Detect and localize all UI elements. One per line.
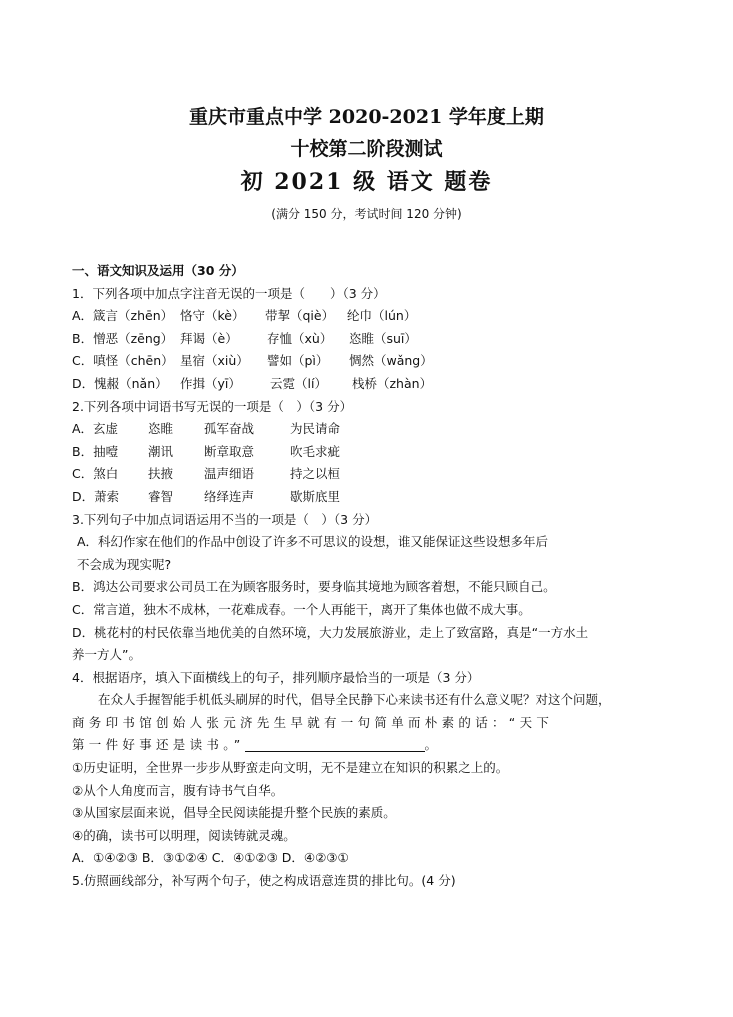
q4-passage-line1: 在众人手握智能手机低头刷屏的时代，倡导全民静下心来读书还有什么意义呢？对这个问题， — [98, 692, 611, 708]
option-item: 孤军奋战 — [204, 421, 255, 437]
option-item: 歇斯底里 — [290, 488, 341, 504]
option-item: 惆然（wǎng） — [349, 353, 433, 369]
q3-option-a: A．科幻作家在他们的作品中创设了许多不可思议的设想，谁又能保证这些设想多年后 — [77, 534, 549, 550]
q2-option-d — [72, 486, 662, 509]
q2-option-c — [72, 463, 662, 486]
option-item: 譬如（pì） — [267, 353, 329, 369]
option-item: 云霓（lí） — [270, 375, 327, 391]
q4-passage-text: 第一件好事还是读书。” — [72, 737, 245, 753]
option-item: 扶掖 — [148, 466, 174, 482]
q4-choices: A．①④②③ B．③①②④ C．④①②③ D．④②③① — [72, 850, 349, 866]
option-item: 断章取意 — [204, 443, 255, 459]
q1-option-c — [72, 350, 662, 373]
exam-score-note: (满分 150 分，考试时间 120 分钟) — [271, 207, 462, 221]
question-body — [72, 260, 662, 893]
option-item: 纶巾（lún） — [347, 308, 417, 324]
q1-option-a — [72, 305, 662, 328]
q2-option-b — [72, 441, 662, 464]
q1-option-b — [72, 328, 662, 351]
q3-option-a-cont: 不会成为现实呢? — [77, 556, 172, 572]
option-item: A．箴言（zhēn） — [72, 308, 174, 324]
option-item: 恣睢 — [148, 421, 174, 437]
q1-option-d — [72, 373, 662, 396]
option-item: 恪守（kè） — [180, 308, 245, 324]
q4-sentence-3: ③从国家层面来说，倡导全民阅读能提升整个民族的素质。 — [72, 805, 396, 821]
option-item: 存恤（xù） — [267, 330, 333, 346]
q4-sentence-4: ④的确，读书可以明理，阅读铸就灵魂。 — [72, 827, 296, 843]
option-item: 潮讯 — [148, 443, 174, 459]
q4-sentence-1: ①历史证明，全世界一步步从野蛮走向文明，无不是建立在知识的积累之上的。 — [72, 760, 509, 776]
q5-stem: 5.仿照画线部分，补写两个句子，使之构成语意连贯的排比句。(4 分) — [72, 873, 456, 889]
exam-school-title: 重庆市重点中学 2020-2021 学年度上期 — [189, 106, 544, 128]
option-item: 睿智 — [148, 488, 174, 504]
option-item: 温声细语 — [204, 466, 255, 482]
option-item: B．憎恶（zēng） — [72, 330, 174, 346]
q3-option-d-cont: 养一方人”。 — [72, 647, 141, 663]
option-item: 吹毛求疵 — [290, 443, 341, 459]
option-item: B．抽噎 — [72, 443, 119, 459]
option-item: 络绎连声 — [204, 488, 255, 504]
option-item: C．嗔怪（chēn） — [72, 353, 174, 369]
exam-stage-title: 十校第二阶段测试 — [290, 138, 443, 160]
q3-option-c: C．常言道，独木不成林，一花难成春。一个人再能干，离开了集体也做不成大事。 — [72, 601, 531, 617]
option-item: C．煞白 — [72, 466, 119, 482]
option-item: 作揖（yī） — [180, 375, 241, 391]
q4-passage-line3 — [72, 734, 662, 757]
q4-sentence-2: ②从个人角度而言，腹有诗书气自华。 — [72, 782, 284, 798]
option-item: 为民请命 — [290, 421, 341, 437]
q3-option-d: D．桃花村的村民依靠当地优美的自然环境，大力发展旅游业，走上了致富路，真是“一方水土 — [72, 624, 589, 640]
q4-passage-end: 。 — [424, 737, 438, 753]
option-item: D．愧赧（nǎn） — [72, 375, 168, 391]
q2-stem: 2.下列各项中词语书写无误的一项是（ ）（3 分） — [72, 398, 353, 414]
q2-option-a — [72, 418, 662, 441]
option-item: 恣睢（suī） — [349, 330, 417, 346]
q4-passage-line2: 商务印书馆创始人张元济先生早就有一句简单而朴素的话：“天下 — [72, 714, 554, 730]
option-item: 持之以桓 — [290, 466, 341, 482]
q4-stem: 4．根据语序，填入下面横线上的句子，排列顺序最恰当的一项是（3 分） — [72, 669, 480, 685]
option-item: D．萧索 — [72, 488, 120, 504]
section-title: 一、语文知识及运用（30 分） — [72, 263, 244, 278]
q3-option-b: B．鸿达公司要求公司员工在为顾客服务时，要身临其境地为顾客着想，不能只顾自己。 — [72, 579, 556, 595]
option-item: 栈桥（zhàn） — [352, 375, 433, 391]
option-item: 带挈（qiè） — [265, 308, 335, 324]
option-item: 星宿（xiù） — [180, 353, 249, 369]
exam-paper-title: 初 2021 级 语文 题卷 — [240, 169, 493, 195]
q3-stem: 3.下列句子中加点词语运用不当的一项是（ ）（3 分） — [72, 511, 378, 527]
option-item: A．玄虚 — [72, 421, 119, 437]
q1-stem: 1．下列各项中加点字注音无误的一项是（ ）（3 分） — [72, 285, 386, 301]
option-item: 拜谒（è） — [180, 330, 238, 346]
answer-blank[interactable] — [245, 737, 425, 752]
